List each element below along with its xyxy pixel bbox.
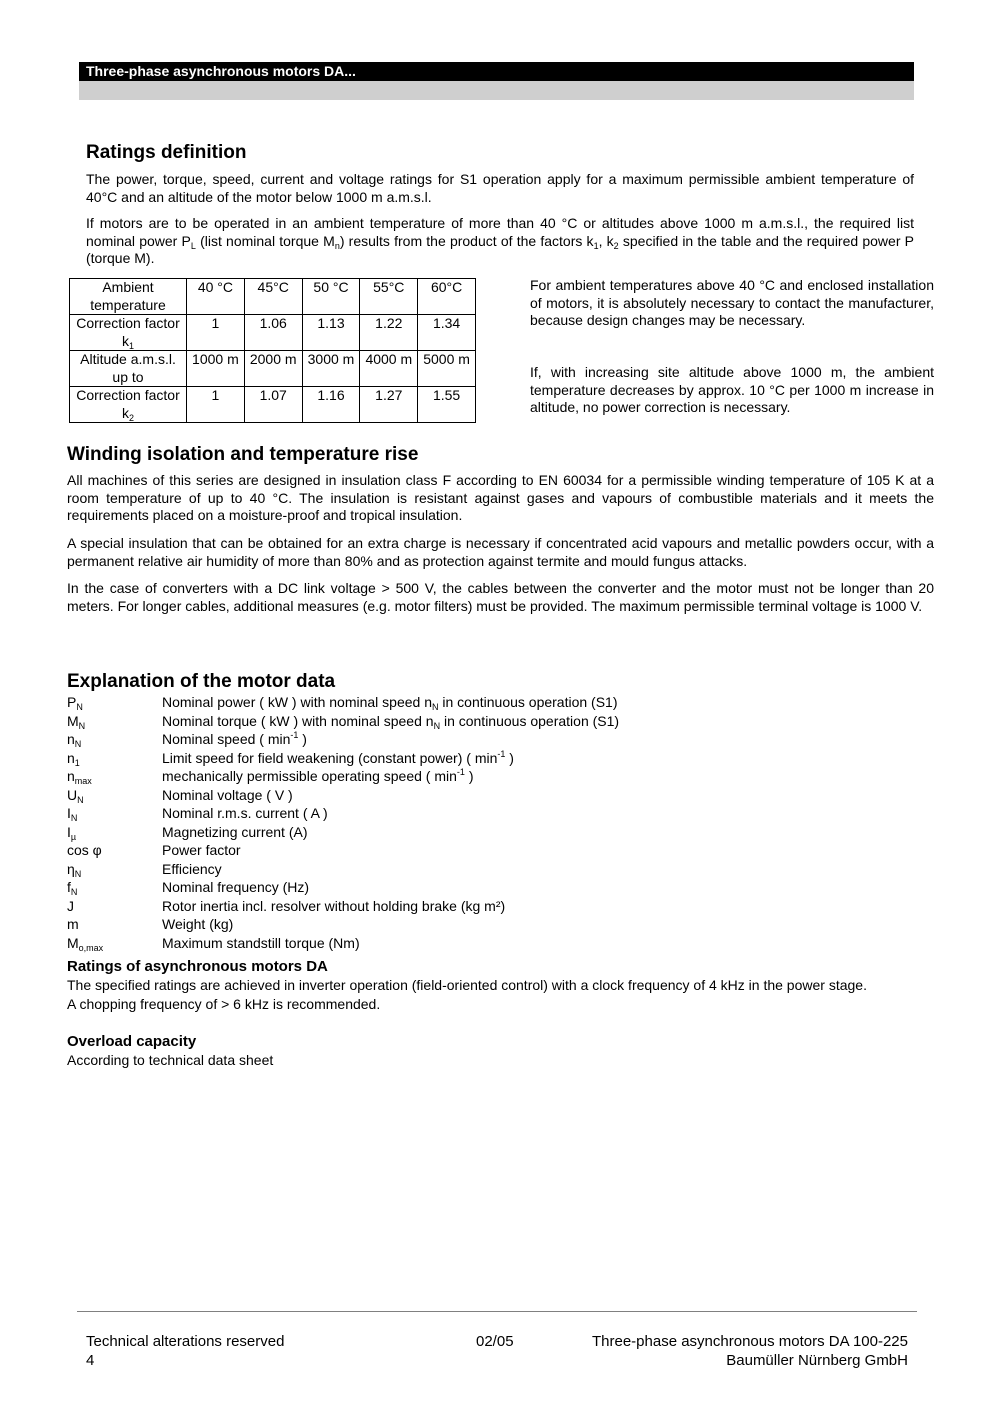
motor-data-description: Nominal voltage ( V ) [162, 786, 293, 803]
table-cell: 40 °C [187, 279, 245, 315]
table-cell: 1.22 [360, 315, 418, 351]
table-row [70, 315, 476, 351]
ratings-da-line-2: A chopping frequency of > 6 kHz is recommended. [67, 996, 381, 1012]
motor-data-description: Magnetizing current (A) [162, 823, 308, 840]
motor-data-symbol: $n_{max}$ [67, 768, 92, 786]
ratings-paragraph-2: If motors are to be operated in an ambient temperature of more than 40 °C or altitudes above 1000 m a.m.s.l., the required list nominal power $P_L$ (list nominal torque $M_n$) results from the product of the factors $k_1$, $k_2$ specified in the table and the required power P (torque M). [86, 215, 915, 266]
table-cell: 1.16 [302, 387, 360, 423]
table-cell: 45°C [244, 279, 302, 315]
table-cell: 1.06 [244, 315, 302, 351]
ratings-heading: Ratings definition [86, 142, 247, 163]
table-cell: 3000 m [302, 351, 360, 387]
table-cell: 60°C [418, 279, 476, 315]
winding-paragraph-2: A special insulation that can be obtained for an extra charge is necessary if concentrated acid vapours and metallic powders occur, with a permanent relative air humidity of more than 80% and as protection against termite and mould fungus attacks. [67, 535, 934, 569]
motor-data-symbol: J [67, 897, 74, 914]
motor-data-symbol: m [67, 916, 79, 932]
footer-note: Technical alterations reserved [86, 1333, 285, 1350]
motor-data-symbol: $P_N$ [67, 694, 83, 712]
overload-heading: Overload capacity [67, 1033, 197, 1050]
correction-factor-table [69, 278, 476, 423]
table-cell: Correction factor $k_1$ [70, 315, 187, 351]
motor-data-description: Nominal torque ( kW ) with nominal speed $n_N$ in continuous operation (S1) [162, 712, 620, 731]
footer-divider [77, 1311, 917, 1312]
table-cell: Ambient temperature [70, 279, 187, 315]
page-number: 4 [86, 1352, 95, 1369]
table-cell: 1 [187, 387, 245, 423]
table-cell: 1.07 [244, 387, 302, 423]
motor-data-description: Nominal power ( kW ) with nominal speed $n_N$ in continuous operation (S1) [162, 694, 618, 712]
footer-date: 02/05 [476, 1333, 514, 1350]
motor-data-symbol: $I_N$ [67, 805, 78, 823]
table-row [70, 387, 476, 423]
motor-data-symbol: $M_{o,max}$ [67, 934, 104, 953]
ratings-da-line-1: The specified ratings are achieved in inverter operation (field-oriented control) with a clock frequency of 4 kHz in the power stage. [67, 977, 867, 993]
table-row [70, 279, 476, 315]
winding-paragraph-3: In the case of converters with a DC link voltage > 500 V, the cables between the converter and the motor must not be longer than 20 meters. For longer cables, additional measures (e.g. motor filters) must be provided. The maximum permissible terminal voltage is 1000 V. [67, 580, 934, 614]
table-cell: 1.55 [418, 387, 476, 423]
footer-company: Baumüller Nürnberg GmbH [726, 1352, 908, 1369]
altitude-note: If, with increasing site altitude above 1000 m, the ambient temperature decreases by approx. 10 °C per 1000 m increase in altitude, no power correction is necessary. [530, 364, 934, 415]
motor-data-description: Efficiency [162, 860, 222, 877]
footer-document-title: Three-phase asynchronous motors DA 100-225 [591, 1333, 908, 1350]
table-cell: 4000 m [360, 351, 418, 387]
motor-data-description: Weight (kg) [162, 916, 234, 932]
motor-data-description: Rotor inertia incl. resolver without holding brake (kg m²) [162, 897, 506, 914]
winding-heading: Winding isolation and temperature rise [67, 444, 419, 465]
header-gray-bar [79, 81, 914, 100]
table-cell: 1.27 [360, 387, 418, 423]
ratings-da-heading: Ratings of asynchronous motors DA [67, 958, 328, 975]
table-cell: 1.34 [418, 315, 476, 351]
table-cell: 1 [187, 315, 245, 351]
table-cell: 50 °C [302, 279, 360, 315]
motor-data-symbol: $n_1$ [67, 749, 80, 768]
winding-paragraph-1: All machines of this series are designed in insulation class F according to EN 60034 for a permissible winding temperature of 105 K at a room temperature of up to 40 °C. The insulation is resistant against gases and vapours of combustible materials and it meets the requirements placed on a moisture-proof and tropical insulation. [67, 472, 934, 523]
motor-data-description: Maximum standstill torque (Nm) [162, 934, 360, 951]
ambient-note: For ambient temperatures above 40 °C and enclosed installation of motors, it is absolutely necessary to contact the manufacturer, because design changes may be necessary. [530, 277, 934, 328]
motor-data-symbol: $\eta_N$ [67, 860, 82, 879]
motor-data-symbol: $n_N$ [67, 731, 82, 749]
table-cell: 5000 m [418, 351, 476, 387]
motor-data-description: Limit speed for field weakening (constant power) ( $\min^{-1}$ ) [162, 748, 514, 766]
table-cell: 55°C [360, 279, 418, 315]
ratings-paragraph-1: The power, torque, speed, current and voltage ratings for S1 operation apply for a maximum permissible ambient temperature of 40°C and an altitude of the motor below 1000 m a.m.s.l. [86, 171, 914, 205]
table-cell: 2000 m [244, 351, 302, 387]
motor-data-description: Nominal r.m.s. current ( A ) [162, 805, 328, 821]
table-cell: 1.13 [302, 315, 360, 351]
motor-data-description: mechanically permissible operating speed ( $\min^{-1}$ ) [162, 767, 474, 784]
overload-text: According to technical data sheet [67, 1052, 274, 1068]
motor-data-symbol: cos φ [67, 842, 102, 858]
header-title: Three-phase asynchronous motors DA... [86, 63, 356, 79]
table-cell: Correction factor $k_2$ [70, 387, 187, 423]
motor-data-symbol: $I_\mu$ [67, 823, 77, 842]
motor-data-description: Power factor [162, 842, 241, 858]
header-title-bar [79, 62, 914, 81]
motor-data-description: Nominal frequency (Hz) [162, 879, 310, 895]
motor-data-symbol: $f_N$ [67, 879, 78, 897]
table-row [70, 351, 476, 387]
table-cell: Altitude a.m.s.l. up to [70, 351, 187, 387]
table-cell: 1000 m [187, 351, 245, 387]
motor-data-symbol: $M_N$ [67, 712, 86, 731]
motor-data-description: Nominal speed ( $\min^{-1}$ ) [162, 730, 307, 747]
motor-data-heading: Explanation of the motor data [67, 671, 336, 692]
motor-data-symbol: $U_N$ [67, 786, 84, 805]
